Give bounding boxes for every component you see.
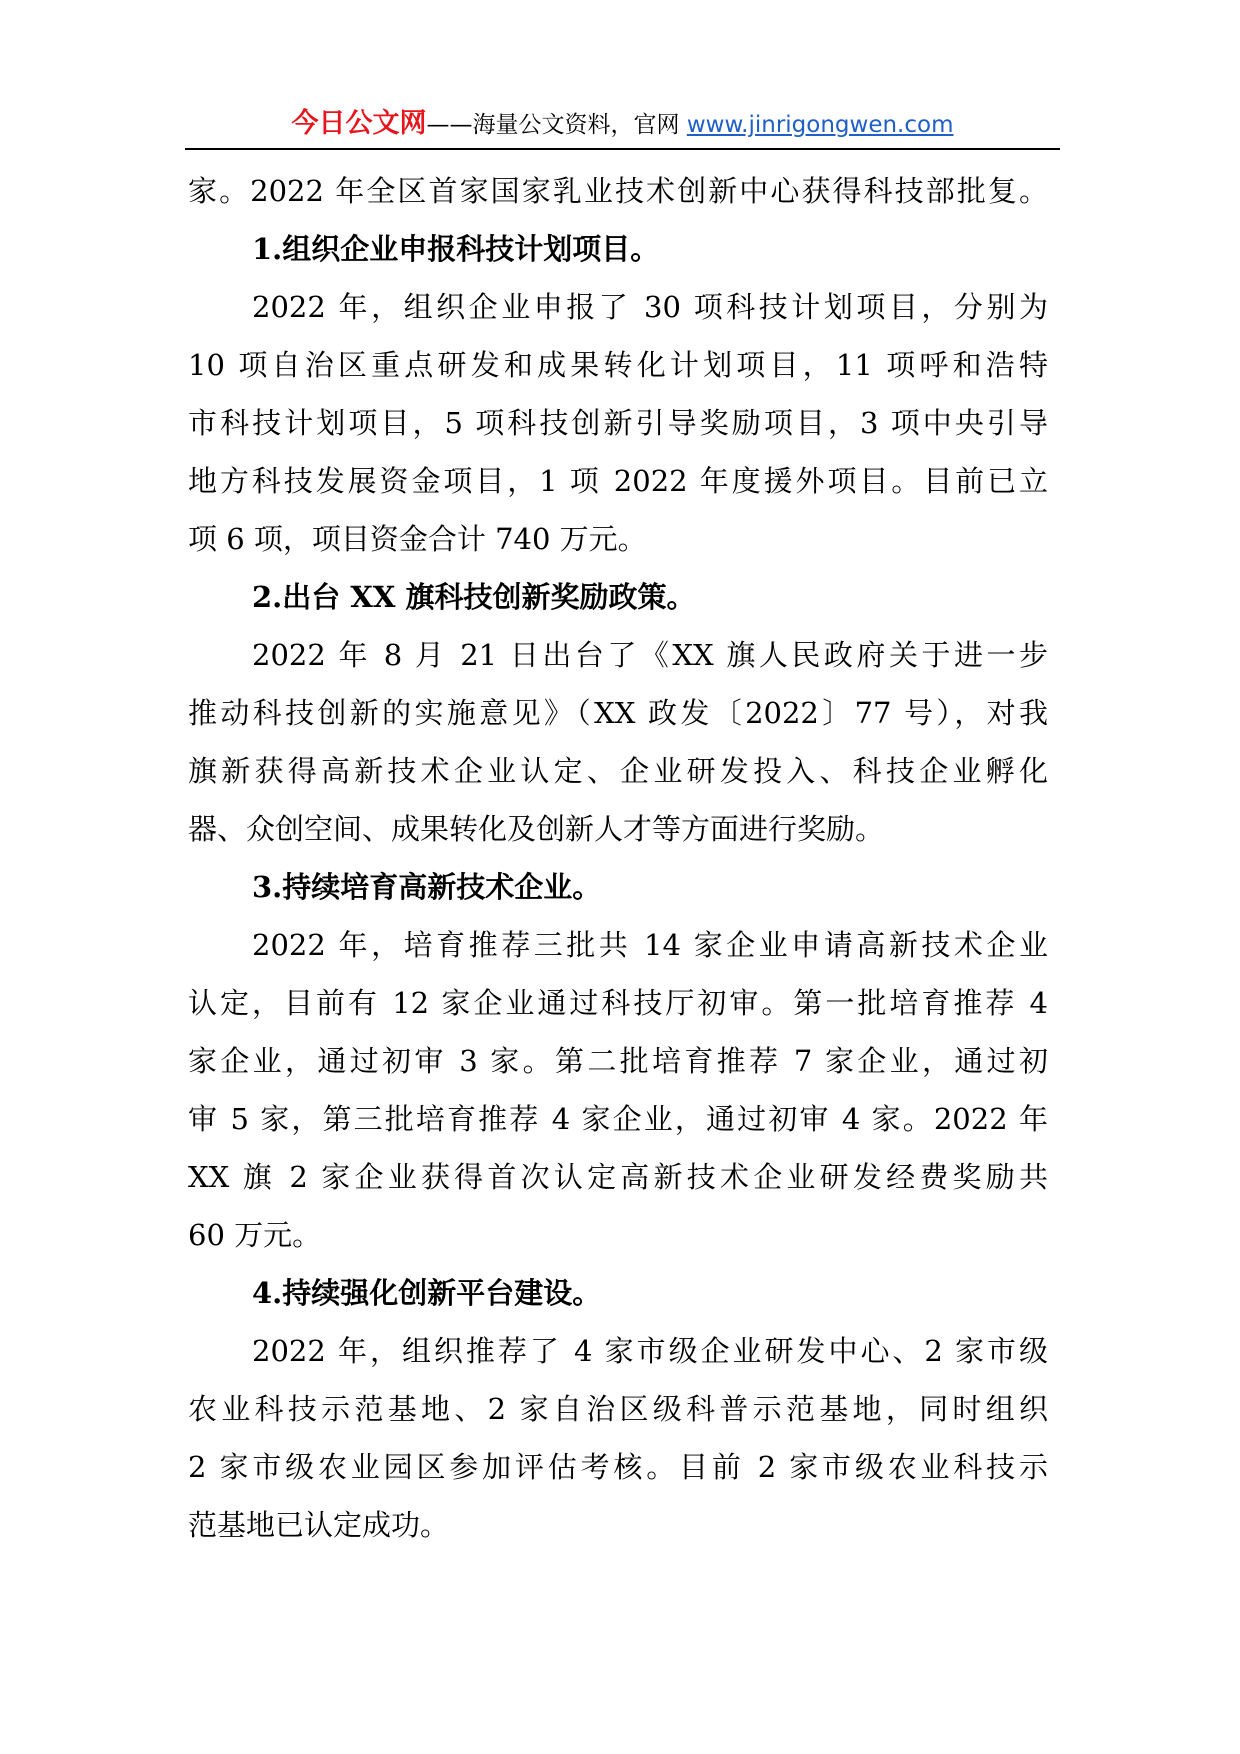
body-line: 2022 年 8 月 21 日出台了《XX 旗人民政府关于进一步 — [252, 638, 1048, 672]
body-line: 2022 年，组织企业申报了 30 项科技计划项目，分别为 — [252, 290, 1048, 324]
header-description: 海量公文资料，官网 — [472, 112, 687, 138]
document-body — [188, 162, 1048, 1554]
body-line: 10 项自治区重点研发和成果转化计划项目，11 项呼和浩特 — [188, 348, 1048, 382]
section-heading-4: 4.持续强化创新平台建设。 — [252, 1276, 602, 1310]
section-heading-1: 1.组织企业申报科技计划项目。 — [252, 232, 660, 266]
body-line: 家企业，通过初审 3 家。第二批培育推荐 7 家企业，通过初 — [188, 1044, 1048, 1078]
section-heading-2: 2.出台 XX 旗科技创新奖励政策。 — [252, 580, 696, 614]
body-line: 地方科技发展资金项目，1 项 2022 年度援外项目。目前已立 — [188, 464, 1048, 498]
body-line: XX 旗 2 家企业获得首次认定高新技术企业研发经费奖励共 — [188, 1160, 1048, 1194]
body-line: 2022 年，组织推荐了 4 家市级企业研发中心、2 家市级 — [252, 1334, 1048, 1368]
brand-name: 今日公文网 — [291, 108, 427, 139]
body-line: 审 5 家，第三批培育推荐 4 家企业，通过初审 4 家。2022 年 — [188, 1102, 1048, 1136]
body-line: 2 家市级农业园区参加评估考核。目前 2 家市级农业科技示 — [188, 1450, 1048, 1484]
header-separator: —— — [426, 112, 473, 138]
body-line: 器、众创空间、成果转化及创新人才等方面进行奖励。 — [188, 812, 885, 846]
site-url-link[interactable]: www.jinrigongwen.com — [686, 112, 954, 138]
page-header — [185, 106, 1060, 150]
body-line: 家。2022 年全区首家国家乳业技术创新中心获得科技部批复。 — [188, 174, 1048, 208]
section-heading-3: 3.持续培育高新技术企业。 — [252, 870, 602, 904]
body-line: 范基地已认定成功。 — [188, 1508, 450, 1542]
body-line: 60 万元。 — [188, 1218, 322, 1252]
body-line: 旗新获得高新技术企业认定、企业研发投入、科技企业孵化 — [188, 754, 1048, 788]
body-line: 农业科技示范基地、2 家自治区级科普示范基地，同时组织 — [188, 1392, 1048, 1426]
body-line: 市科技计划项目，5 项科技创新引导奖励项目，3 项中央引导 — [188, 406, 1048, 440]
body-line: 项 6 项，项目资金合计 740 万元。 — [188, 522, 647, 556]
body-line: 认定，目前有 12 家企业通过科技厅初审。第一批培育推荐 4 — [188, 986, 1048, 1020]
body-line: 2022 年，培育推荐三批共 14 家企业申请高新技术企业 — [252, 928, 1048, 962]
body-line: 推动科技创新的实施意见》（XX 政发〔2022〕77 号），对我 — [188, 696, 1048, 730]
